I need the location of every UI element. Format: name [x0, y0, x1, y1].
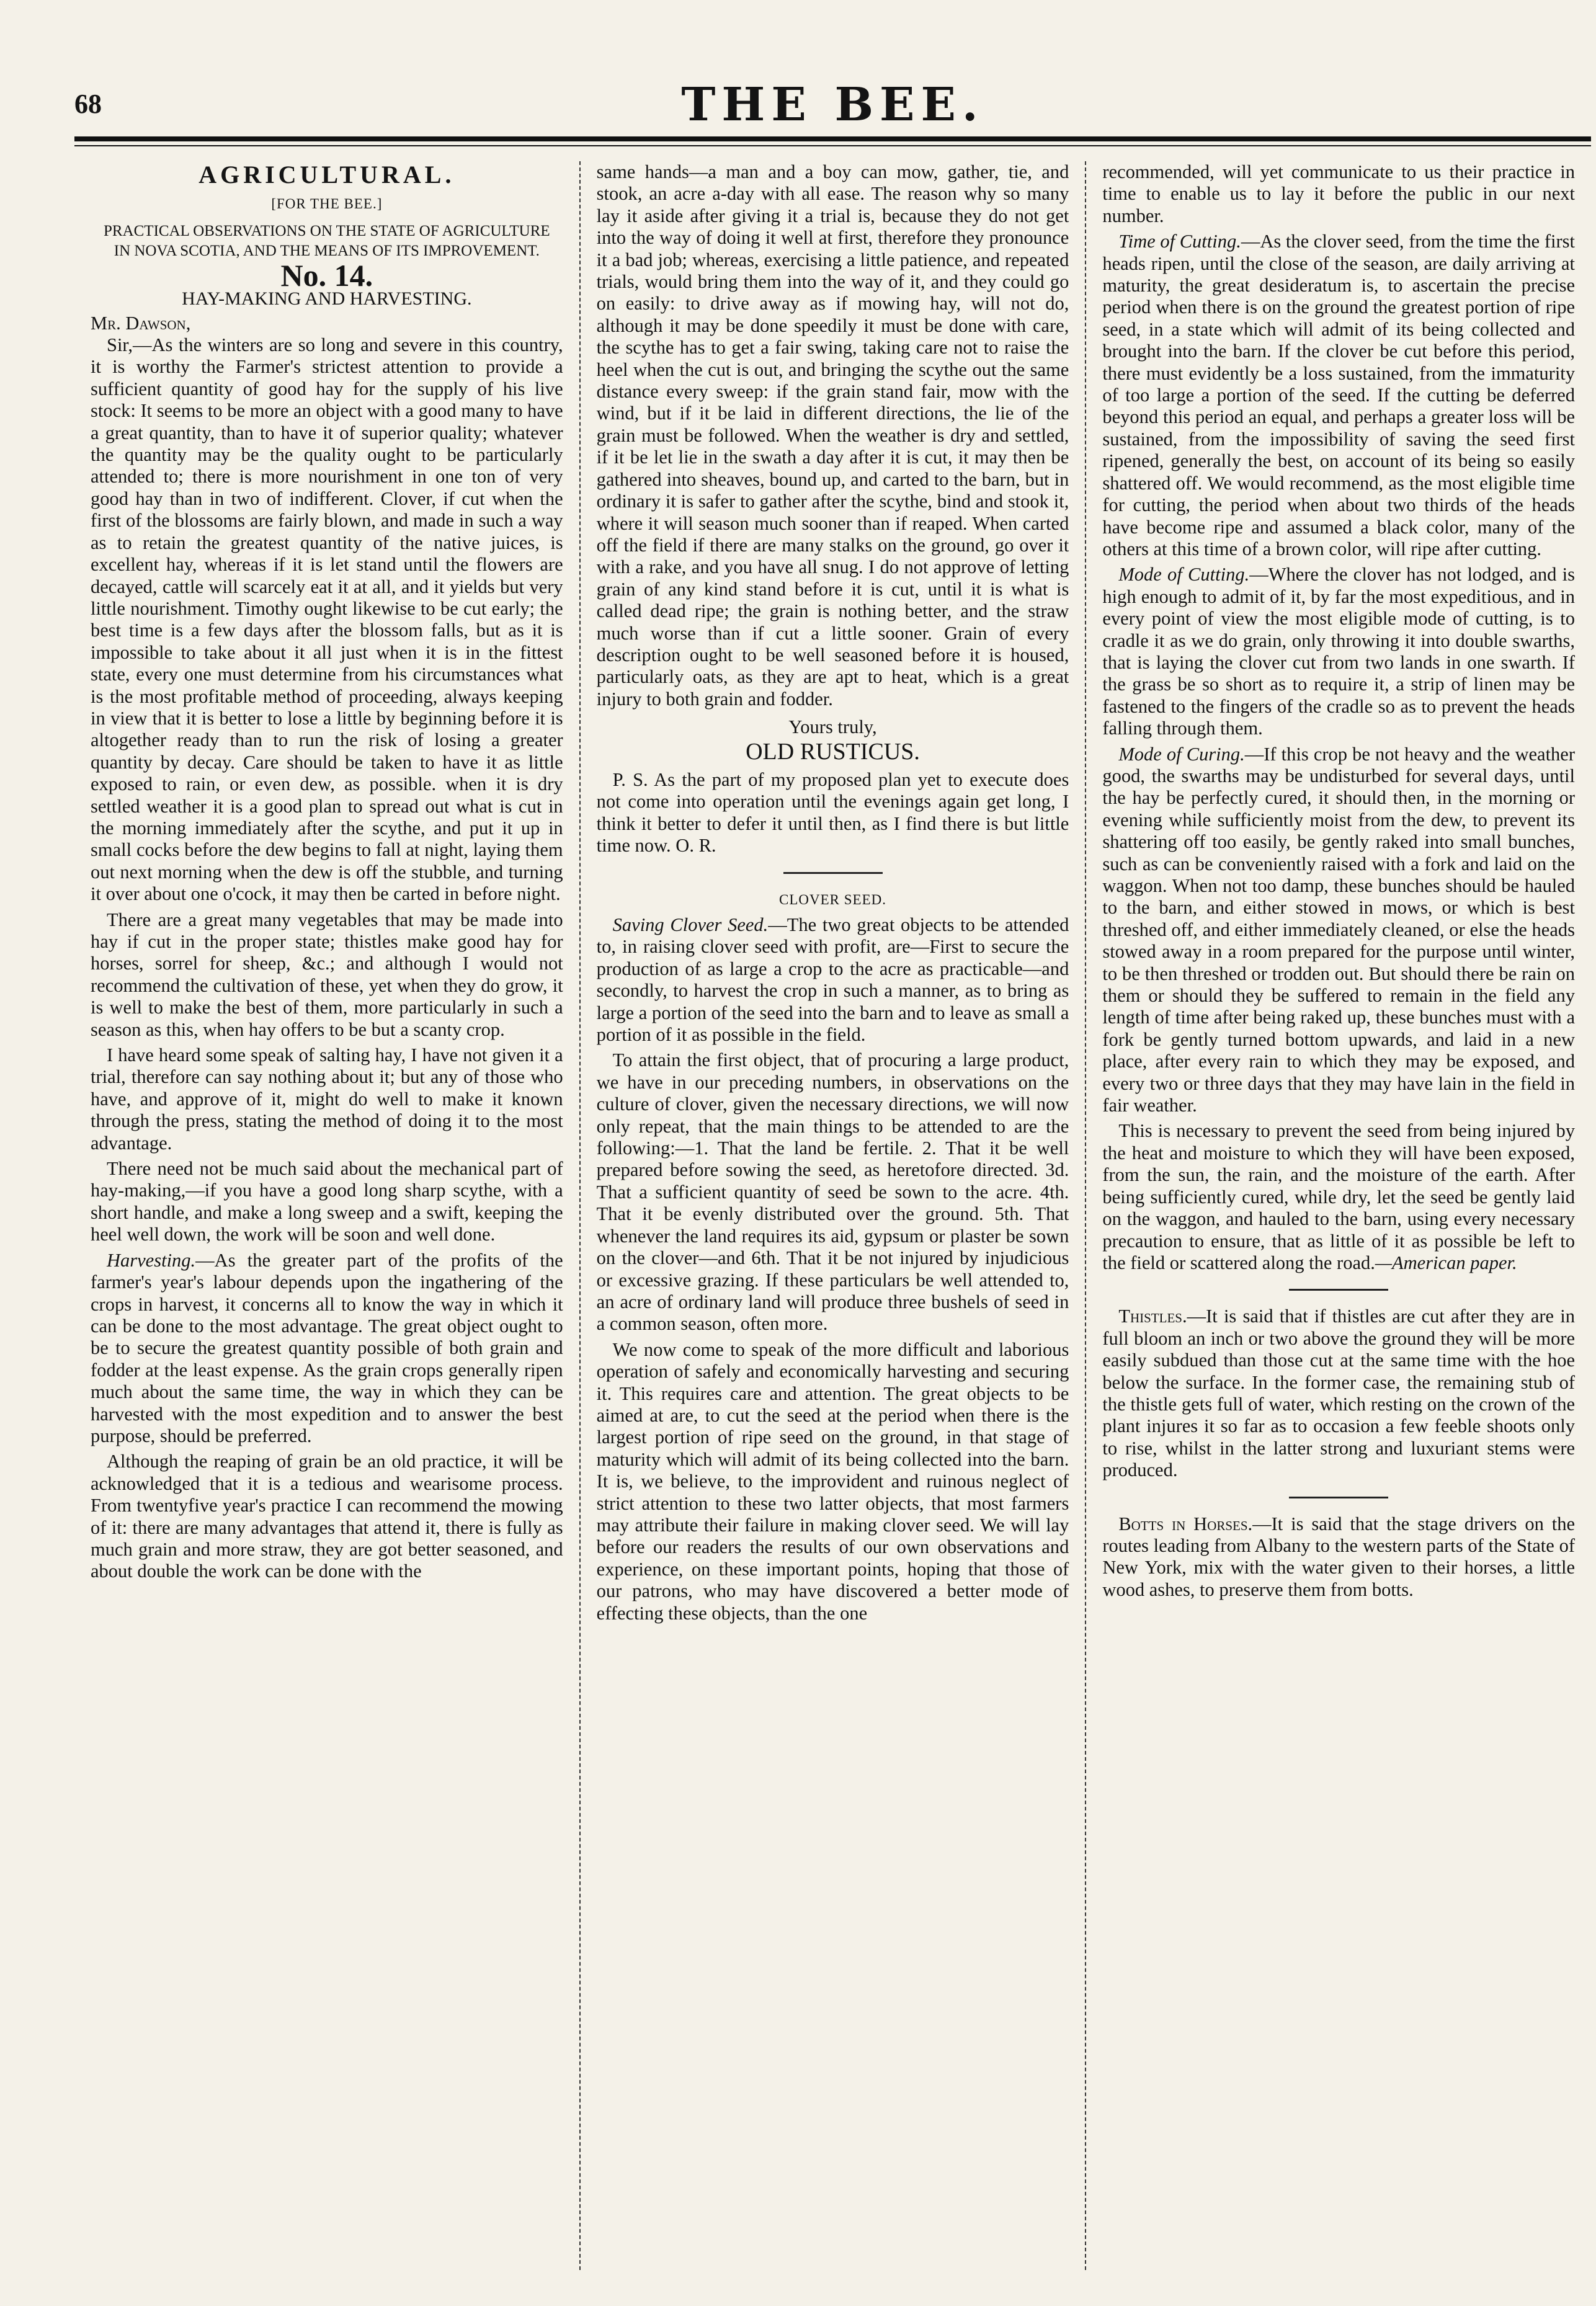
run-in-heading: Thistles.	[1118, 1306, 1187, 1327]
run-in-heading: Saving Clover Seed.	[612, 914, 769, 935]
column-1	[74, 161, 579, 2270]
paragraph: I have heard some speak of salting hay, I have not given it a trial, therefore can say nothing about it; but any of those who have, and approve of it, might do well to make it known through the press, stating the method of doing it to the most advantage.	[91, 1044, 563, 1154]
postscript: P. S. As the part of my proposed plan yet to execute does not come into operation until the evenings again get long, I think it better to defer it until then, as I find there is but little time now. O. R.	[596, 768, 1069, 857]
paragraph	[91, 1250, 563, 1448]
paragraph-text: —As the clover seed, from the time the first heads ripen, until the close of the season, are daily arriving at maturity, the great desideratum is, to ascertain the precise period when there is on the ground the greatest portion of ripe seed, in a state which will admit of its being collected and brought into the barn. If the clover be cut before this period, there must evidently be a loss sustained, from the immaturity of too large a portion of the seed. If the cutting be deferred beyond this period an equal, and perhaps a greater loss will be sustained, from the impossibility of saving the seed first ripened, generally the best, on account of its being so easily shattered off. We would recommend, as the most eligible time for cutting, the period when about two thirds of the heads have become ripe and assumed a black color, many of the others at this time of a brown color, will ripe after cutting.	[1102, 231, 1576, 559]
masthead-rule	[74, 136, 1591, 141]
column-2	[579, 161, 1086, 2270]
run-in-heading: Harvesting.	[107, 1249, 196, 1271]
paragraph: same hands—a man and a boy can mow, gather, tie, and stook, an acre a-day with all ease. The reason why so many lay it aside after giving it a trial is, because they do not get into the way of doing it well at first, therefore they pronounce it a bad job; whereas, exercising a little patience, and repeated trials, would bring them into the way of it, and they could go on easily: to drive away as if mowing hay, will not do, although it may be done speedily it must be done with care, the scythe has to get a fair swing, taking care not to raise the heel when the cut is out, and bringing the scythe out the same distance every sweep: if the grain stand fair, mow with the wind, but if it be laid in different directions, the lie of the grain must be followed. When the weather is dry and settled, if it be let lie in the swath a day after it is cut, it may then be gathered into sheaves, bound up, and carted to the barn, but in ordinary it is safer to gather after the scythe, bind and stook it, where it will season much sooner than if reaped. When carted off the field if there are many stalks on the ground, go over it with a rake, and you have all snug. I do not approve of letting grain of any kind stand before it is cut, until it is what is called dead ripe; the grain is nothing better, and the straw much worse than if cut a little sooner. Grain of every description ought to be well seasoned before it is housed, particularly oats, as they are apt to heat, which is a great injury to both grain and fodder.	[596, 161, 1069, 710]
article-columns	[74, 161, 1591, 2270]
divider	[1289, 1497, 1388, 1498]
section-heading: AGRICULTURAL.	[198, 161, 455, 189]
article-title: PRACTICAL OBSERVATIONS ON THE STATE OF AGRICULTURE IN NOVA SCOTIA, AND THE MEANS OF ITS IMPROVEMENT.	[103, 222, 550, 259]
masthead-rule-thin	[74, 145, 1591, 146]
letter-closing: Yours truly,	[788, 716, 877, 738]
paragraph	[1102, 231, 1575, 560]
source-credit: —American paper.	[1375, 1252, 1517, 1273]
newspaper-title: THE BEE.	[681, 78, 984, 131]
newspaper-page	[74, 74, 1591, 2270]
divider	[1289, 1289, 1388, 1291]
divider	[783, 872, 883, 874]
paragraph: There need not be much said about the mechanical part of hay-making,—if you have a good long sharp scythe, with a short handle, and make a long sweep and a swift, keeping the heel well down, the work will be soon and well done.	[91, 1158, 563, 1245]
paragraph-text: —As the greater part of the profits of the farmer's year's labour depends upon the ingathering of the crops in harvest, it concerns all to know the way in which it can be done to the most advantage. The great object ought to be to secure the greatest quantity possible of both grain and fodder at the least expense. As the grain crops generally ripen much about the same time, the way in which they can be harvested with the most expedition and to answer the best purpose, should be preferred.	[91, 1249, 563, 1446]
paragraph	[1102, 744, 1575, 1117]
paragraph-text: —Where the clover has not lodged, and is high enough to admit of it, by far the most expeditious, and in every point of view the most eligible mode of cutting, is to cradle it as we do grain, only throwing it into double swarths, that is laying the clover cut from two lands in one swarth. If the grass be so short as to require it, a strip of linen may be fastened to the fingers of the cradle so as to prevent the heads falling through them.	[1102, 564, 1576, 739]
article-number: No. 14.	[280, 257, 373, 293]
paragraph-text: —It is said that the stage drivers on the routes leading from Albany to the western parts of the State of New York, mix with the water given to their horses, a little wood ashes, to preserve them from botts.	[1102, 1513, 1576, 1600]
paragraph	[1102, 1120, 1575, 1274]
paragraph-text: —The two great objects to be attended to, in raising clover seed with profit, are—First to secure the production of as large a crop to the acre as practicable—and secondly, to harvest the crop in such a manner, as to bring as large a portion of the seed into the barn and to leave as small a portion of it as possible in the field.	[596, 914, 1069, 1046]
column-3	[1085, 161, 1591, 2270]
paragraph: There are a great many vegetables that may be made into hay if cut in the proper state; thistles make good hay for horses, sorrel for sheep, &c.; and although I would not recommend the cultivation of these, yet when they do grow, it is well to make the best of them, more particularly in such a season as this, when hay offers to be but a scanty crop.	[91, 909, 563, 1040]
paragraph-text: This is necessary to prevent the seed from being injured by the heat and moisture to which they will have been exposed, from the sun, the rain, and the moisture of the earth. After being sufficiently cured, while dry, let the seed be gently laid on the waggon, and hauled to the barn, using every necessary precaution to ensure, that as little of it as possible be left to the field or scattered along the road.	[1102, 1120, 1576, 1273]
run-in-heading: Time of Cutting.	[1118, 231, 1241, 252]
paragraph	[1102, 1513, 1575, 1601]
paragraph	[1102, 1306, 1575, 1481]
paragraph: recommended, will yet communicate to us their practice in time to enable us to lay it before the public in our next number.	[1102, 161, 1576, 226]
paragraph: Although the reaping of grain be an old practice, it will be acknowledged that it is a tedious and wearisome process. From twentyfive year's practice I can recommend the mowing of it: there are many advantages that attend it, there is fully as much grain and more straw, they are got better seasoned, and about double the work can be done with the	[91, 1451, 563, 1582]
signature: OLD RUSTICUS.	[746, 738, 920, 765]
salutation: Mr. Dawson,	[91, 312, 191, 334]
paragraph: To attain the first object, that of procuring a large product, we have in our preceding numbers, in observations on the culture of clover, given the necessary directions, we will now only repeat, that the main things to be attended to are the following:—1. That the land be fertile. 2. That it be well prepared before sowing the seed, as heretofore directed. 3d. That a sufficient quantity of seed be sown to the acre. 4th. That it be evenly distributed over the ground. 5th. That whenever the land requires its aid, gypsum or plaster be sown on the clover—and 6th. That it be not injured by injudicious or excessive grazing. If these particulars be well attended to, an acre of ordinary land will produce three bushels of seed in a common season, often more.	[596, 1049, 1069, 1335]
paragraph	[597, 914, 1069, 1046]
page-number: 68	[74, 89, 102, 119]
run-in-heading: Mode of Curing.	[1118, 743, 1245, 765]
paragraph	[1102, 564, 1575, 739]
byline-note: [FOR THE BEE.]	[271, 196, 383, 212]
run-in-heading: Mode of Cutting.	[1118, 564, 1250, 585]
run-in-heading: Botts in Horses.	[1118, 1513, 1253, 1534]
article-heading: CLOVER SEED.	[779, 891, 886, 907]
article-subtitle: HAY-MAKING AND HARVESTING.	[182, 288, 472, 309]
paragraph-text: —If this crop be not heavy and the weather good, the swarths may be undisturbed for several days, until the hay be perfectly cured, it should then, in the morning or evening while sufficiently moist from the dew, to prevent its shattering off too easily, be gently raked into small bunches, such as can be conveniently raised with a fork and laid on the waggon. When not too damp, these bunches should be hauled to the barn, and either stowed in mows, or which is best threshed off, and either immediately cleaned, or else the heads stowed away in a room prepared for the purpose until winter, to be then threshed or trodden out. But should there be rain on them or should they be suffered to remain in the field any length of time after being raked up, these bunches must with a fork be gently turned bottom upwards, and laid in a new place, after every rain to which they may be exposed, and every two or three days that they may have lain in the field in fair weather.	[1102, 743, 1576, 1116]
paragraph-text: —It is said that if thistles are cut after they are in full bloom an inch or two above the ground they will be more easily subdued than those cut at the same time with the hoe below the surface. In the former case, the remaining stub of the thistle gets full of water, which resting on the crown of the plant injures it so far as to occasion a few feeble shoots only to rise, whilst in the latter strong and luxuriant stems were produced.	[1102, 1306, 1576, 1481]
masthead	[74, 74, 1591, 143]
paragraph: We now come to speak of the more difficult and laborious operation of safely and economically harvesting and securing it. This requires care and attention. The great objects to be aimed at are, to cut the seed at the period when there is the largest portion of ripe seed on the ground, in that stage of maturity which will admit of its being collected into the barn. It is, we believe, to the improvident and ruinous neglect of strict attention to these two latter objects, that most farmers may attribute their failure in making clover seed. We will lay before our readers the results of our own observations and experience, on these important points, hoping that those of our patrons, who may have discovered a better mode of effecting these objects, than the one	[596, 1338, 1069, 1624]
paragraph: Sir,—As the winters are so long and severe in this country, it is worthy the Farmer's strictest attention to provide a sufficient quantity of good hay for the supply of his live stock: It seems to be more an object with a good many to have a great quantity, than to have it of superior quality; whatever the quantity may be the quality ought to be particularly attended to; there is more nourishment in one ton of very good hay than in two of indifferent. Clover, if cut when the first of the blossoms are fairly blown, and made in such a way as to retain the greatest quantity of the native juices, is excellent hay, whereas if it is let stand until the flowers are decayed, cattle will scarcely eat it at all, and it yields but very little nourishment. Timothy ought likewise to be cut early; the best time is a few days after the blossom falls, but as it is impossible to take about it all just when it is in the fittest state, every one must determine from his circumstances what is the most profitable method of proceeding, always keeping in view that it is better to lose a little by beginning before it is altogether ready than to run the risk of losing a greater quantity by decay. Care should be taken to have it as little exposed to rain, or even dew, as possible. when it is dry settled weather it is a good plan to spread out what is cut in the morning immediately after the scythe, and put it up in small cocks before the dew begins to fall at night, laying them out next morning when the dew is off the stubble, and turning it over about one o'cock, it may then be carted in before night.	[91, 334, 563, 905]
